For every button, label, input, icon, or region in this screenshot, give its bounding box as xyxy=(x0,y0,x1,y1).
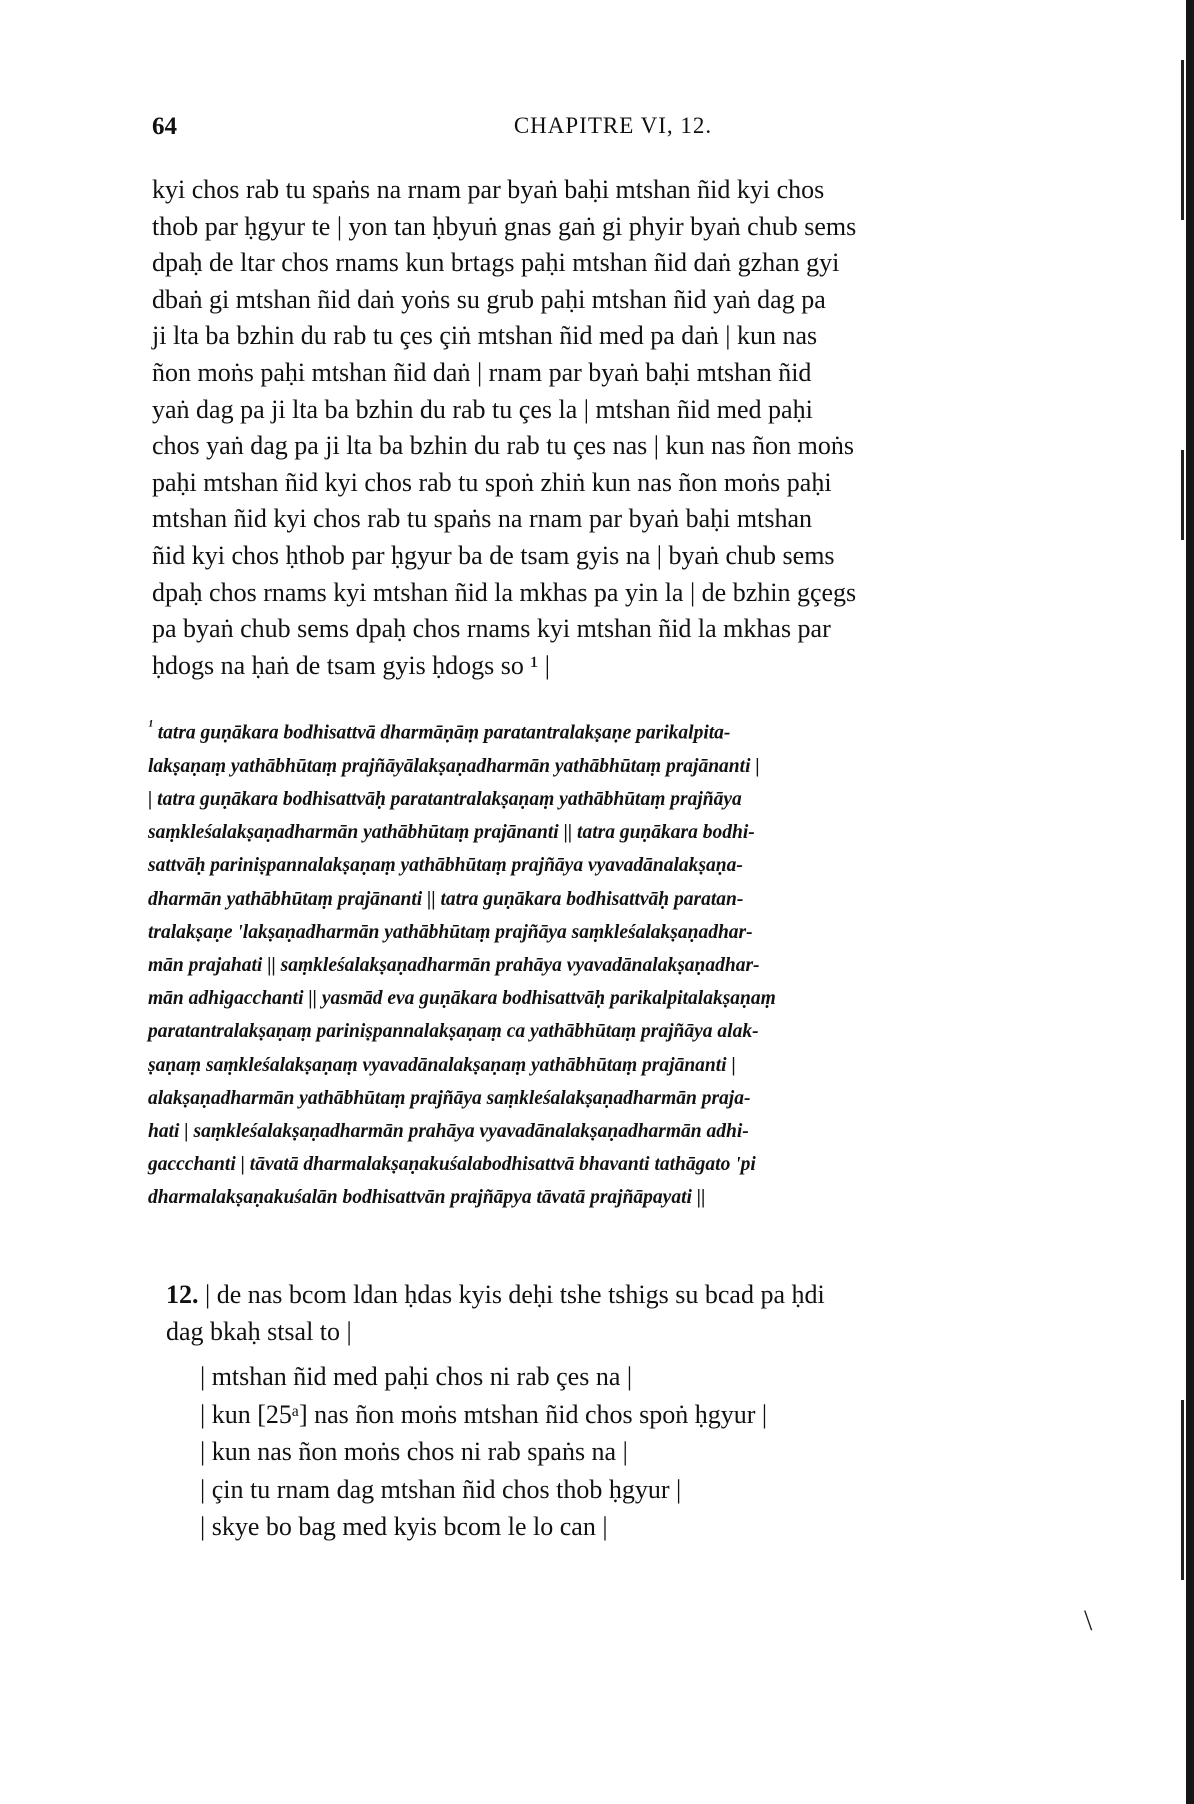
verse-line: | çin tu rnam dag mtshan ñid chos thob ḥgyur | xyxy=(200,1474,682,1504)
scan-mark: \ xyxy=(1084,1604,1093,1637)
text-line: dbaṅ gi mtshan ñid daṅ yoṅs su grub paḥi mtshan ñid yaṅ dag pa xyxy=(152,284,826,314)
text-line: ḥdogs na ḥaṅ de tsam gyis ḥdogs so ¹ | xyxy=(152,650,550,680)
section-12 xyxy=(166,1276,1032,1350)
footnote-line: ṣaṇaṃ saṃkleśalakṣaṇaṃ vyavadānalakṣaṇaṃ yathābhūtaṃ prajānanti | xyxy=(148,1054,736,1076)
section-line: dag bkaḥ stsal to | xyxy=(166,1317,352,1346)
footnote-line: mān prajahati || saṃkleśalakṣaṇadharmān prahāya vyavadānalakṣaṇadhar- xyxy=(148,954,760,976)
footnote-line xyxy=(148,710,1032,750)
footnote-line: sattvāḥ pariniṣpannalakṣaṇaṃ yathābhūtaṃ prajñāya vyavadānalakṣaṇa- xyxy=(148,855,743,877)
text-line: ñid kyi chos ḥthob par ḥgyur ba de tsam gyis na | byaṅ chub sems xyxy=(152,540,835,570)
footnote-marker: ¹ xyxy=(148,717,153,735)
footnote-line: tralakṣaṇe 'lakṣaṇadharmān yathābhūtaṃ prajñāya saṃkleśalakṣaṇadhar- xyxy=(148,921,753,943)
verse-line: | kun nas ñon moṅs chos ni rab spaṅs na | xyxy=(200,1437,628,1466)
text-line: kyi chos rab tu spaṅs na rnam par byaṅ baḥi mtshan ñid kyi chos xyxy=(152,175,825,204)
section-line-text: | de nas bcom ldan ḥdas kyis deḥi tshe tshigs su bcad pa ḥdi xyxy=(198,1280,825,1309)
scan-mark xyxy=(1181,450,1184,540)
section-line xyxy=(166,1276,1032,1313)
text-line: paḥi mtshan ñid kyi chos rab tu spoṅ zhiṅ kun nas ñon moṅs paḥi xyxy=(152,467,832,497)
footnote-line: paratantralakṣaṇaṃ pariniṣpannalakṣaṇaṃ ca yathābhūtaṃ prajñāya alak- xyxy=(148,1021,759,1043)
text-line: ñon moṅs paḥi mtshan ñid daṅ | rnam par byaṅ baḥi mtshan ñid xyxy=(152,357,812,387)
footnote-line-text: tatra guṇākara bodhisattvā dharmāṇāṃ paratantralakṣaṇe parikalpita- xyxy=(157,722,731,744)
verse-line: | mtshan ñid med paḥi chos ni rab çes na | xyxy=(200,1362,633,1391)
text-line: dpaḥ de ltar chos rnams kun brtags paḥi mtshan ñid daṅ gzhan gyi xyxy=(152,248,840,278)
footnote-line: gaccchanti | tāvatā dharmalakṣaṇakuśalabodhisattvā bhavanti tathāgato 'pi xyxy=(148,1154,756,1176)
footnote-line: hati | saṃkleśalakṣaṇadharmān prahāya vyavadānalakṣaṇadharmān adhi- xyxy=(148,1120,749,1142)
footnote-line: dharmalakṣaṇakuśalān bodhisattvān prajñāpya tāvatā prajñāpayati || xyxy=(148,1187,706,1209)
verse-line: | skye bo bag med kyis bcom le lo can | xyxy=(200,1512,608,1541)
text-line: mtshan ñid kyi chos rab tu spaṅs na rnam par byaṅ baḥi mtshan xyxy=(152,504,812,534)
page-edge-shadow xyxy=(1186,0,1194,1804)
footnote-line: | tatra guṇākara bodhisattvāḥ paratantralakṣaṇaṃ yathābhūtaṃ prajñāya xyxy=(148,788,742,810)
page-number: 64 xyxy=(152,113,177,140)
text-line: ji lta ba bzhin du rab tu çes çiṅ mtshan ñid med pa daṅ | kun nas xyxy=(152,321,818,351)
scan-mark xyxy=(1181,1400,1184,1580)
text-line: thob par ḥgyur te | yon tan ḥbyuṅ gnas gaṅ gi phyir byaṅ chub sems xyxy=(152,211,857,241)
text-line: yaṅ dag pa ji lta ba bzhin du rab tu çes la | mtshan ñid med paḥi xyxy=(152,394,813,424)
footnote-line: dharmān yathābhūtaṃ prajānanti || tatra guṇākara bodhisattvāḥ paratan- xyxy=(148,888,744,910)
text-line: pa byaṅ chub sems dpaḥ chos rnams kyi mtshan ñid la mkhas par xyxy=(152,614,831,644)
main-text-block xyxy=(152,172,1030,684)
footnote-block xyxy=(148,710,1032,1215)
scan-mark xyxy=(1181,60,1184,220)
section-number: 12. xyxy=(166,1280,199,1309)
text-line: dpaḥ chos rnams kyi mtshan ñid la mkhas pa yin la | de bzhin gçegs xyxy=(152,577,857,607)
verse-line: | kun [25ᵃ] nas ñon moṅs mtshan ñid chos spoṅ ḥgyur | xyxy=(200,1399,768,1429)
page-header xyxy=(152,113,1024,149)
footnote-line: saṃkleśalakṣaṇadharmān yathābhūtaṃ prajānanti || tatra guṇākara bodhi- xyxy=(148,822,755,844)
text-line: chos yaṅ dag pa ji lta ba bzhin du rab tu çes nas | kun nas ñon moṅs xyxy=(152,431,854,461)
footnote-line: lakṣaṇaṃ yathābhūtaṃ prajñāyālakṣaṇadharmān yathābhūtaṃ prajānanti | xyxy=(148,755,760,777)
footnote-line: mān adhigacchanti || yasmād eva guṇākara bodhisattvāḥ parikalpitalakṣaṇaṃ xyxy=(148,988,776,1010)
running-head: CHAPITRE VI, 12. xyxy=(513,113,713,138)
verse-block xyxy=(200,1358,960,1546)
footnote-line: alakṣaṇadharmān yathābhūtaṃ prajñāya saṃkleśalakṣaṇadharmān praja- xyxy=(148,1087,751,1109)
